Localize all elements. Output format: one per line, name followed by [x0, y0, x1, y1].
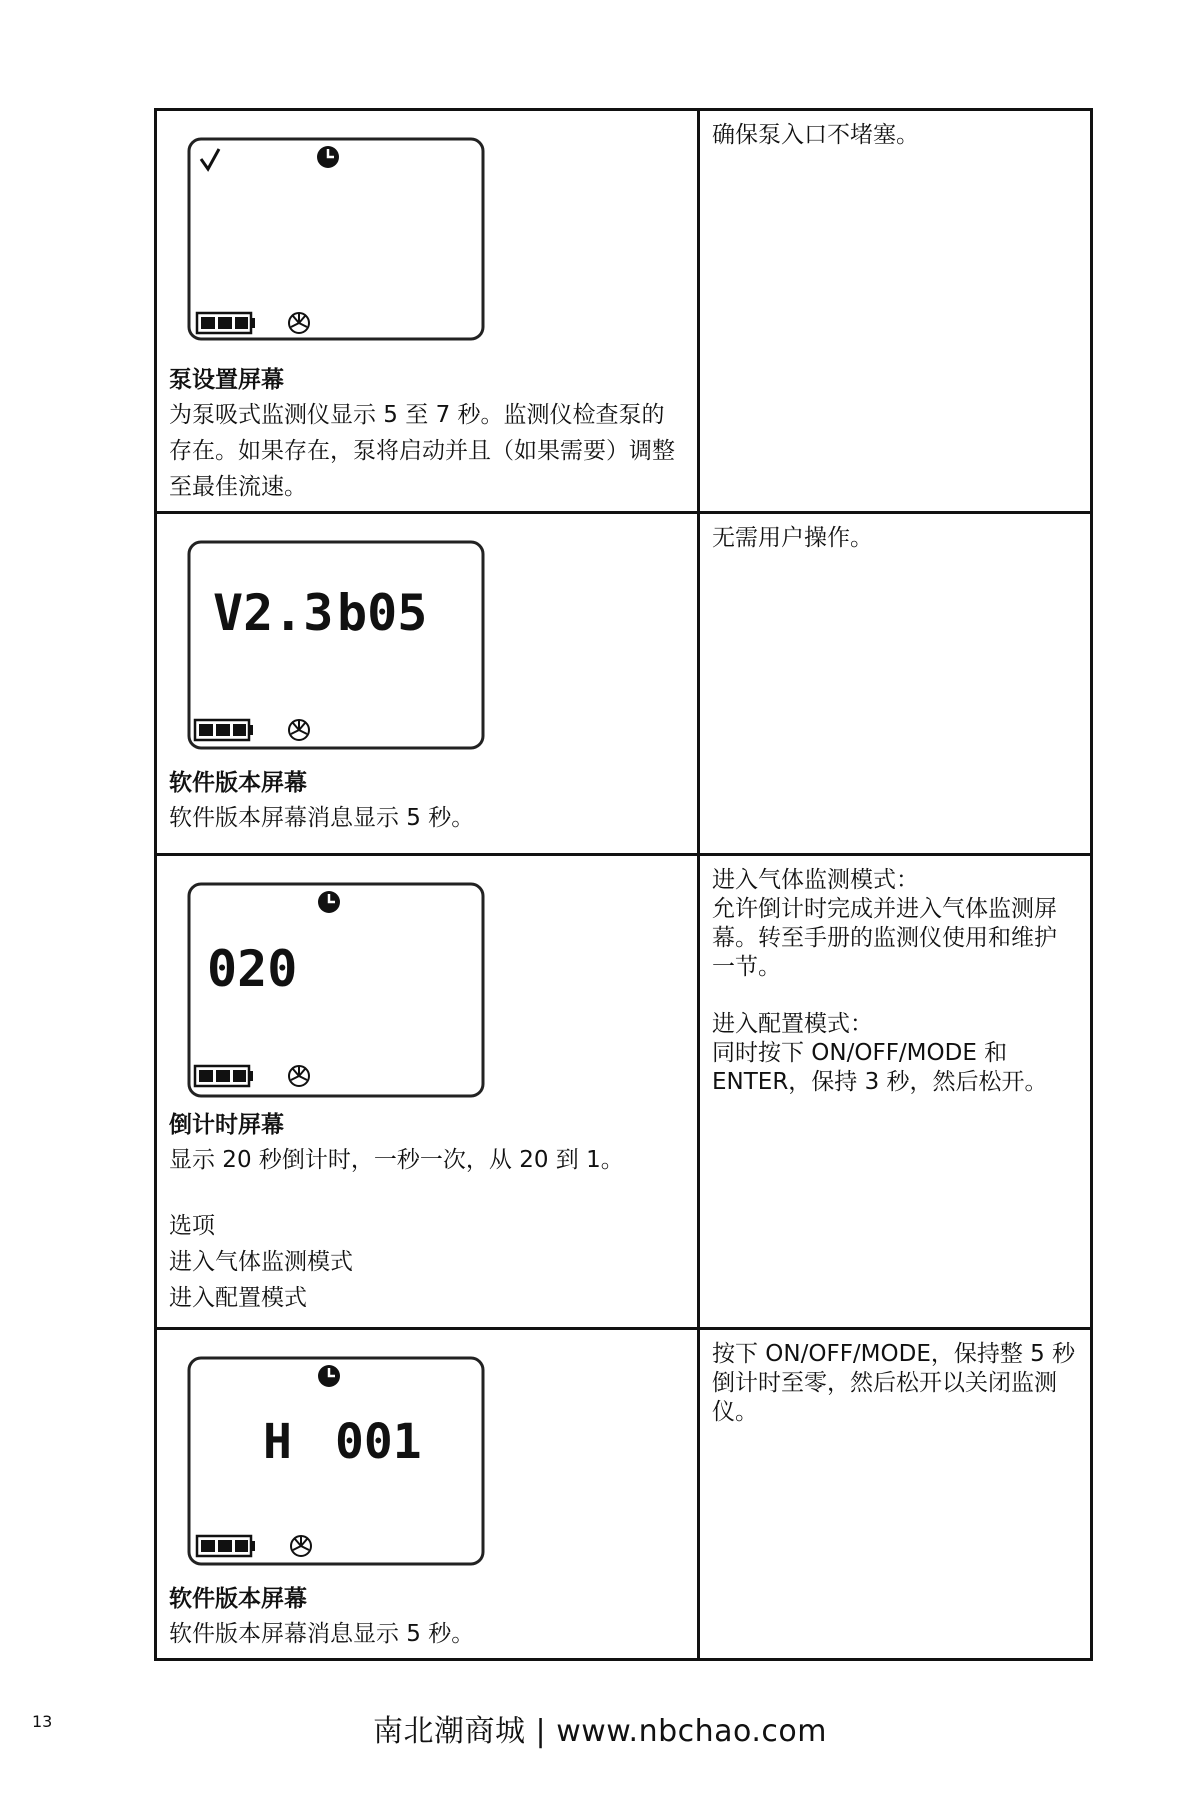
table-row: [156, 855, 1092, 1329]
screen-title: 软件版本屏幕: [169, 1586, 307, 1612]
battery-icon: [197, 1536, 255, 1556]
battery-icon: [195, 1066, 253, 1086]
mode-readout: H: [263, 1414, 292, 1470]
fan-icon: [289, 313, 309, 333]
options-heading: 选项: [169, 1213, 215, 1239]
table-row: [156, 1329, 1092, 1660]
number-readout: 001: [335, 1414, 422, 1470]
screen-description: 软件版本屏幕消息显示 5 秒。: [169, 1621, 475, 1647]
clock-icon: [318, 1365, 340, 1387]
table-row: [156, 110, 1092, 513]
action-text: 无需用户操作。: [712, 525, 873, 551]
version-readout: V2.3: [213, 584, 334, 642]
clock-icon: [317, 146, 339, 168]
check-icon: [201, 149, 219, 169]
battery-icon: [195, 720, 253, 740]
action-heading: 进入配置模式：: [712, 1011, 873, 1037]
screen-steps-table: [154, 108, 1093, 1661]
action-text: 确保泵入口不堵塞。: [712, 122, 919, 148]
screen-description: 软件版本屏幕消息显示 5 秒。: [169, 805, 475, 831]
screen-description: 为泵吸式监测仪显示 5 至 7 秒。监测仪检查泵的存在。如果存在，泵将启动并且（如果需要）调整至最佳流速。: [169, 402, 675, 500]
screen-title: 软件版本屏幕: [169, 770, 307, 796]
fan-icon: [289, 720, 309, 740]
lcd-display-version: [169, 514, 685, 762]
screen-title: 倒计时屏幕: [169, 1112, 284, 1138]
lcd-display-countdown: [169, 856, 685, 1104]
page-number: 13: [32, 1712, 53, 1731]
option-item: 进入气体监测模式: [169, 1249, 353, 1275]
lcd-display-version-2: [169, 1330, 685, 1578]
action-text: 按下 ON/OFF/MODE，保持整 5 秒倒计时至零，然后松开以关闭监测仪。: [712, 1341, 1076, 1425]
build-readout: b05: [337, 584, 428, 642]
screen-description: 显示 20 秒倒计时，一秒一次，从 20 到 1。: [169, 1147, 624, 1173]
countdown-readout: 020: [207, 940, 298, 998]
lcd-display-pump: [169, 111, 685, 359]
fan-icon: [291, 1536, 311, 1556]
action-heading: 进入气体监测模式：: [712, 867, 919, 893]
screen-title: 泵设置屏幕: [169, 367, 284, 393]
battery-icon: [197, 313, 255, 333]
action-text: 允许倒计时完成并进入气体监测屏幕。转至手册的监测仪使用和维护一节。: [712, 896, 1057, 980]
fan-icon: [289, 1066, 309, 1086]
table-row: [156, 513, 1092, 855]
footer-watermark: 南北潮商城 | www.nbchao.com: [373, 1714, 827, 1749]
action-text: 同时按下 ON/OFF/MODE 和 ENTER，保持 3 秒，然后松开。: [712, 1040, 1048, 1095]
clock-icon: [318, 891, 340, 913]
option-item: 进入配置模式: [169, 1285, 307, 1311]
